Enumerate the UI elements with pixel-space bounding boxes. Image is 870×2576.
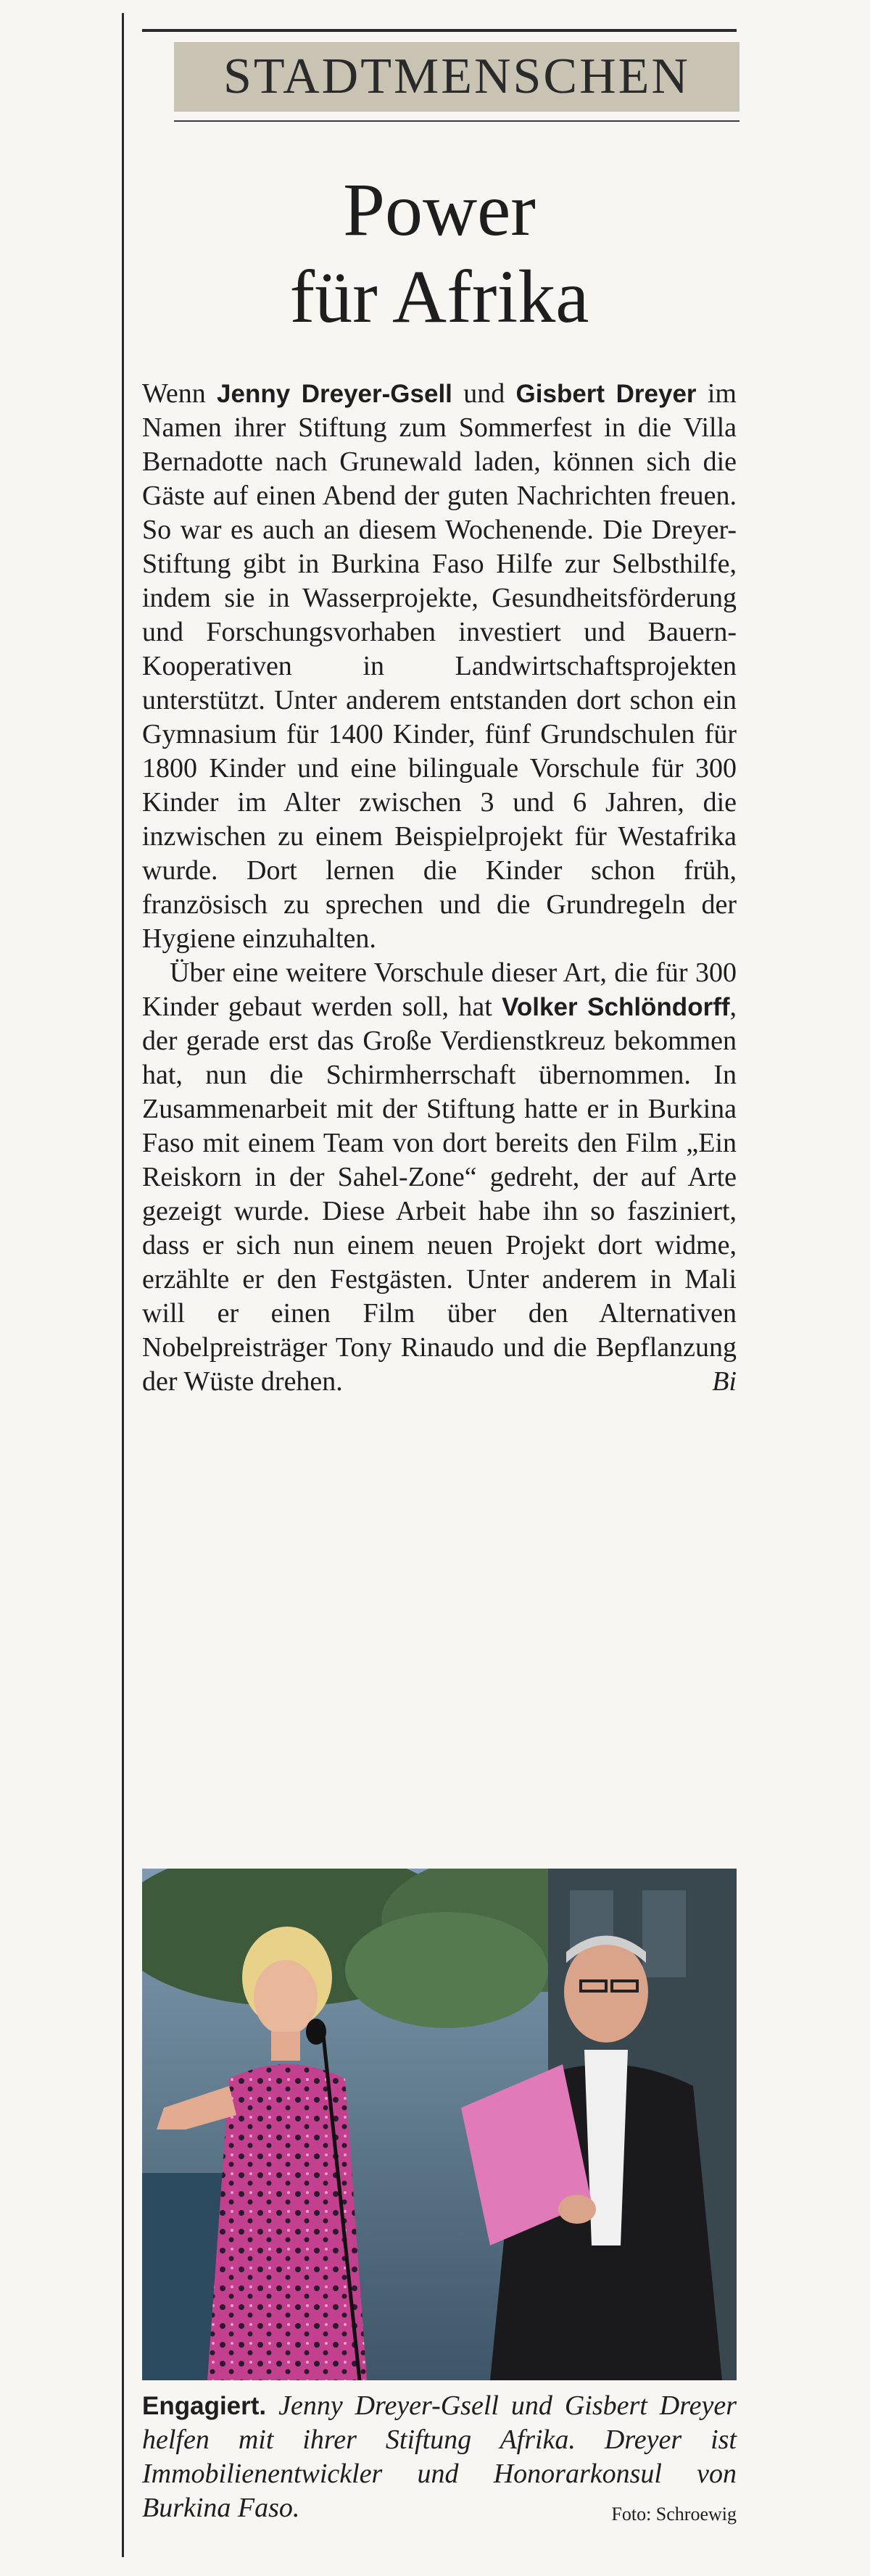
- p2-text-a: Über eine weitere Vorschule dieser Art, die für 300 Kinder gebaut werden soll, hat: [142, 957, 737, 1022]
- photo-illustration: [142, 1869, 737, 2380]
- article-body: [142, 377, 737, 1399]
- photo-caption: [142, 2389, 737, 2531]
- caption-text: Jenny Dreyer-Gsell und Gisbert Dreyer helfen mit ihrer Stiftung Afrika. Dreyer ist Immobilienentwickler und Honorarkonsul von Burkina Faso.: [142, 2390, 737, 2523]
- person-name-jenny: Jenny Dreyer-Gsell: [217, 380, 452, 408]
- headline-line-2: für Afrika: [289, 255, 589, 338]
- photo-credit: Foto: Schroewig: [611, 2504, 737, 2525]
- column-rule-top: [142, 29, 737, 32]
- caption-lead: Engagiert.: [142, 2392, 267, 2420]
- person-name-volker: Volker Schlöndorff: [502, 993, 730, 1021]
- p1-text-c: im Namen ihrer Stiftung zum Sommerfest in die Villa Bernadotte nach Grunewald laden, können sich die Gäste auf einen Abend der guten Nachrichten freuen. So war es auch an diesem Wochenende. Die Dreyer-Stiftung gibt in Burkina Faso Hilfe zur Selbsthilfe, indem sie in Wasserprojekte, Gesundheitsförderung und Forschungsvorhaben investiert und Bauern-Kooperativen in Landwirtschaftsprojekten unterstützt. Unter anderem entstanden dort schon ein Gymnasium für 1400 Kinder, fünf Grundschulen für 1800 Kinder und eine bilinguale Vorschule für 300 Kinder im Alter zwischen 3 und 6 Jahren, die inzwischen zu einem Beispielprojekt für Westafrika wurde. Dort lernen die Kinder schon früh, französisch zu sprechen und die Grundregeln der Hygiene einzuhalten.: [142, 378, 737, 954]
- article-headline: [142, 167, 737, 341]
- p1-text-a: Wenn: [142, 378, 218, 409]
- event-photo: [142, 1869, 737, 2380]
- kicker-underline: [174, 120, 740, 122]
- column-rule-left: [122, 13, 124, 2557]
- person-name-gisbert: Gisbert Dreyer: [515, 380, 697, 408]
- headline-line-1: Power: [343, 168, 536, 252]
- author-initials: Bi: [712, 1366, 737, 1397]
- paragraph-1: [142, 377, 737, 956]
- section-kicker: STADTMENSCHEN: [223, 49, 690, 104]
- p1-text-b: und: [452, 378, 516, 409]
- paragraph-2: [142, 956, 737, 1399]
- p2-text-b: , der gerade erst das Große Verdienstkreuz bekommen hat, nun die Schirmherrschaft übernommen. In Zusammenarbeit mit der Stiftung hatte er in Burkina Faso mit einem Team von dort bereits den Film „Ein Reiskorn in der Sahel-Zone“ gedreht, der auf Arte gezeigt wurde. Diese Arbeit habe ihn so fasziniert, dass er sich nun einem neuen Projekt dort widme, erzählte er den Festgästen. Unter anderem in Mali will er einen Film über den Alternativen Nobelpreisträger Tony Rinaudo und die Bepflanzung der Wüste drehen.: [142, 992, 737, 1397]
